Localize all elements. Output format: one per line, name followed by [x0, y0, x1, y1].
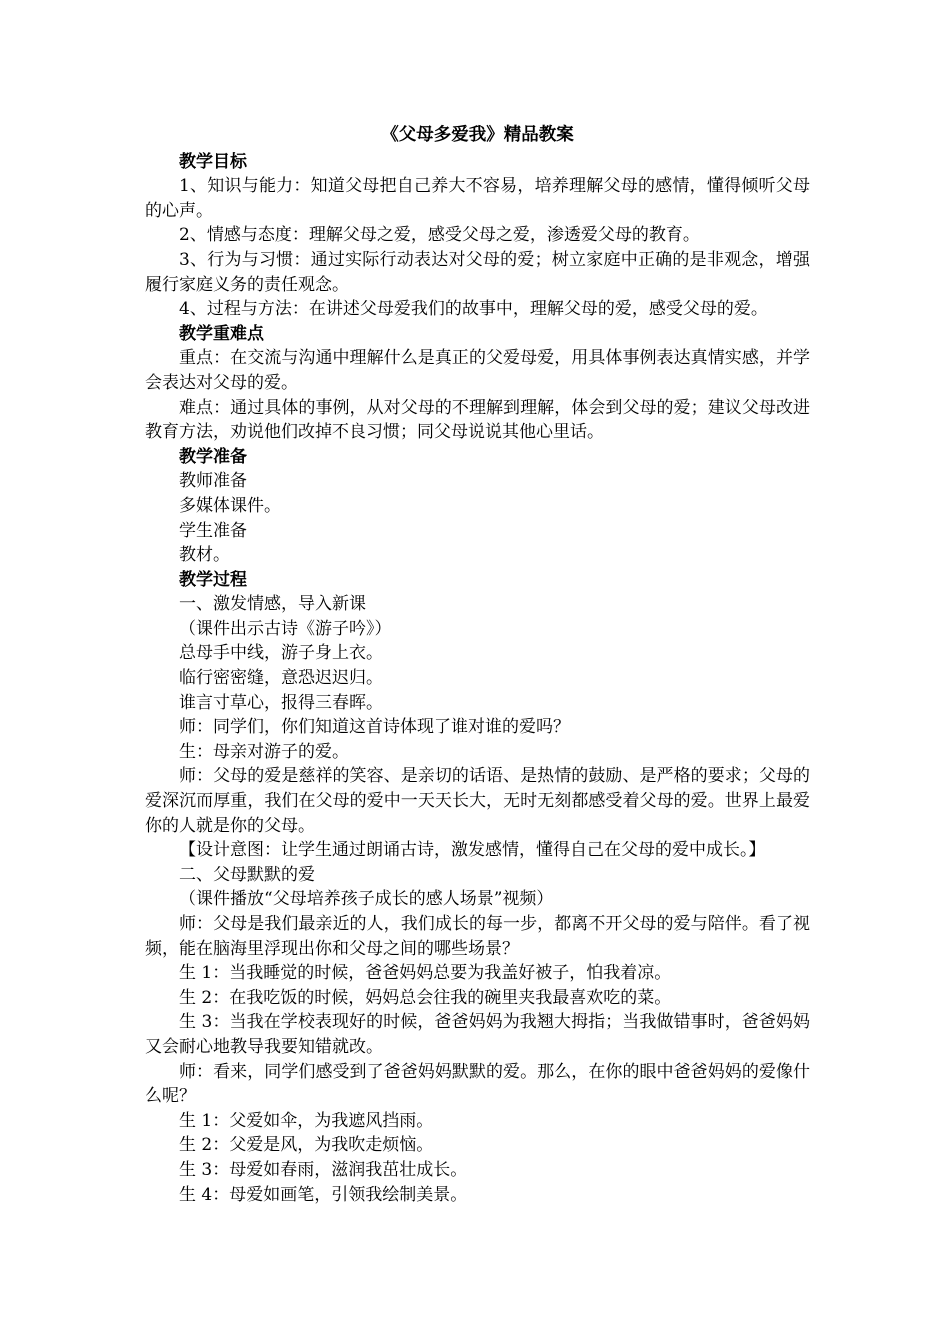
student-line-1: 生：母亲对游子的爱。: [179, 741, 349, 762]
student-line-7: 生 3：母爱如春雨，滋润我茁壮成长。: [179, 1159, 468, 1180]
student-line-4: 生 3：当我在学校表现好的时候，爸爸妈妈为我翘大拇指；当我做错事时，爸爸妈妈又会耐心地教导我要知错就改。: [145, 1012, 810, 1057]
student-line-2: 生 1：当我睡觉的时候，爸爸妈妈总要为我盖好被子，怕我着凉。: [179, 963, 672, 984]
student-line-3: 生 2：在我吃饭的时候，妈妈总会往我的碗里夹我最喜欢吃的菜。: [179, 987, 672, 1008]
teacher-prep: 教师准备: [179, 471, 247, 492]
part-1-note: （课件出示古诗《游子吟》）: [179, 618, 392, 639]
key-point: 重点：在交流与沟通中理解什么是真正的父爱母爱，用具体事例表达真情实感，并学会表达对父母的爱。: [145, 348, 810, 393]
design-note: 【设计意图：让学生通过朗诵古诗，激发感情，懂得自己在父母的爱中成长。】: [179, 840, 766, 861]
preparation-heading: 教学准备: [179, 446, 247, 467]
teacher-prep-item: 多媒体课件。: [179, 495, 281, 516]
part-1-title: 一、激发情感，导入新课: [179, 594, 366, 615]
goal-4: 4、过程与方法：在讲述父母爱我们的故事中，理解父母的爱，感受父母的爱。: [179, 299, 768, 320]
teacher-line-3: 师：父母是我们最亲近的人，我们成长的每一步，都离不开父母的爱与陪伴。看了视频，能在脑海里浮现出你和父母之间的哪些场景？: [145, 914, 810, 959]
process-heading: 教学过程: [179, 569, 247, 590]
teacher-line-1: 师：同学们，你们知道这首诗体现了谁对谁的爱吗？: [179, 717, 570, 738]
teacher-line-2: 师：父母的爱是慈祥的笑容、是亲切的话语、是热情的鼓励、是严格的要求；父母的爱深沉而厚重，我们在父母的爱中一天天长大，无时无刻都感受着父母的爱。世界上最爱你的人就是你的父母。: [145, 766, 810, 836]
student-prep: 学生准备: [179, 520, 247, 541]
student-line-5: 生 1：父爱如伞，为我遮风挡雨。: [179, 1110, 434, 1131]
difficult-point: 难点：通过具体的事例，从对父母的不理解到理解，体会到父母的爱；建议父母改进教育方法，劝说他们改掉不良习惯；同父母说说其他心里话。: [145, 397, 810, 443]
document-title: 《父母多爱我》精品教案: [381, 125, 574, 145]
teacher-line-4: 师：看来，同学们感受到了爸爸妈妈默默的爱。那么，在你的眼中爸爸妈妈的爱像什么呢？: [145, 1061, 810, 1107]
student-line-6: 生 2：父爱是风，为我吹走烦恼。: [179, 1135, 434, 1156]
student-line-8: 生 4：母爱如画笔，引领我绘制美景。: [179, 1184, 468, 1205]
poem-line-2: 临行密密缝，意恐迟迟归。: [179, 668, 383, 689]
student-prep-item: 教材。: [179, 545, 230, 566]
document-body: [145, 123, 810, 1207]
part-2-note: （课件播放“父母培养孩子成长的感人场景”视频）: [179, 889, 554, 910]
part-2-title: 二、父母默默的爱: [179, 864, 315, 885]
goal-2: 2、情感与态度：理解父母之爱，感受父母之爱，渗透爱父母的教育。: [179, 225, 700, 246]
poem-line-1: 总母手中线，游子身上衣。: [179, 643, 383, 664]
goals-heading: 教学目标: [179, 151, 247, 172]
poem-line-3: 谁言寸草心，报得三春晖。: [179, 692, 383, 713]
key-points-heading: 教学重难点: [179, 323, 264, 344]
goal-3: 3、行为与习惯：通过实际行动表达对父母的爱；树立家庭中正确的是非观念，增强履行家庭义务的责任观念。: [145, 249, 810, 295]
goal-1: 1、知识与能力：知道父母把自己养大不容易，培养理解父母的感情，懂得倾听父母的心声。: [145, 176, 810, 221]
